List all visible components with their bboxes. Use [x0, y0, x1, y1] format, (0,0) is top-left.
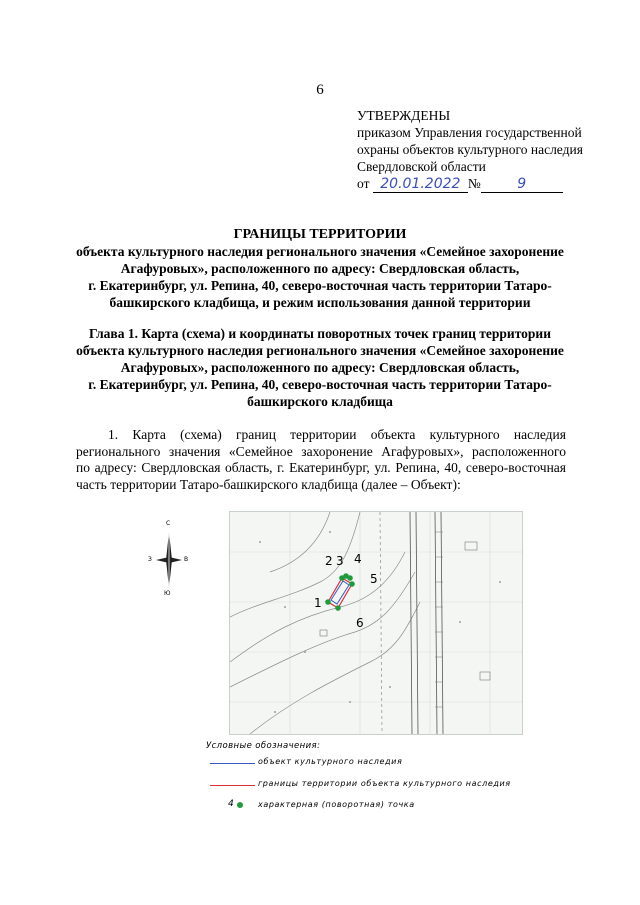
- handwritten-number: 9: [517, 176, 527, 192]
- map-point-label: 3: [336, 554, 344, 568]
- paragraph-line-3: по адресу: Свердловская область, г. Екатеринбург, ул. Репина, 40, северо-восточная: [76, 460, 566, 475]
- approval-block: [357, 107, 583, 193]
- paragraph-line-4: часть территории Татаро-башкирского кладбища (далее – Объект):: [76, 476, 461, 492]
- chapter-line-4: г. Екатеринбург, ул. Репина, 40, северо-восточная часть территории Татаро-: [88, 377, 552, 392]
- topographic-map-graphic: [230, 512, 522, 734]
- compass-west: З: [148, 556, 152, 563]
- heading-line-1: объекта культурного наследия регионального значения «Семейное захоронение: [76, 244, 564, 259]
- heading-line-2: Агафуровых», расположенного по адресу: Свердловская область,: [120, 261, 520, 276]
- paragraph-line-1: 1. Карта (схема) границ территории объекта культурного наследия: [108, 427, 566, 442]
- approval-line-2: охраны объектов культурного наследия: [357, 142, 583, 157]
- chapter-line-3: Агафуровых», расположенного по адресу: Свердловская область,: [120, 360, 520, 375]
- map-point-label: 5: [370, 572, 378, 586]
- approval-title: УТВЕРЖДЕНЫ: [357, 108, 451, 123]
- legend-point-number: 4: [228, 799, 234, 809]
- map-point-label: 2: [325, 554, 333, 568]
- compass-north: С: [166, 520, 171, 527]
- map-point-label: 6: [356, 616, 364, 630]
- approval-line-1: приказом Управления государственной: [357, 125, 582, 140]
- page-number: 6: [316, 82, 324, 98]
- chapter-line-1: Глава 1. Карта (схема) и координаты поворотных точек границ территории: [89, 326, 551, 341]
- legend-title: Условные обозначения:: [206, 741, 321, 751]
- date-field: [373, 176, 468, 193]
- chapter-line-5: башкирского кладбища: [247, 394, 393, 409]
- handwritten-date: 20.01.2022: [380, 176, 461, 192]
- chapter-line-2: объекта культурного наследия регионального значения «Семейное захоронение: [76, 343, 564, 358]
- document-heading: [60, 226, 580, 311]
- map-point-label: 1: [314, 596, 322, 610]
- legend-boundary-label: границы территории объекта культурного наследия: [258, 779, 511, 788]
- boundary-map: [229, 511, 523, 735]
- map-point-label: 4: [354, 552, 362, 566]
- compass-rose: [148, 520, 190, 600]
- legend-boundary-line: [210, 785, 255, 786]
- heading-line-3: г. Екатеринбург, ул. Репина, 40, северо-восточная часть территории Татаро-: [88, 278, 552, 293]
- legend-point-icon: [237, 802, 243, 808]
- compass-east: В: [184, 556, 189, 563]
- compass-south: Ю: [164, 590, 171, 597]
- legend-object-line: [210, 763, 255, 764]
- heading-line-4: башкирского кладбища, и режим использования данной территории: [109, 295, 531, 310]
- legend-object-label: объект культурного наследия: [258, 757, 403, 766]
- approval-line-3: Свердловской области: [357, 159, 486, 174]
- approval-date-line: [357, 175, 583, 193]
- chapter-heading: [60, 325, 580, 410]
- from-label: от: [357, 176, 370, 191]
- number-label: №: [467, 176, 481, 191]
- number-field: [481, 176, 563, 193]
- heading-title: ГРАНИЦЫ ТЕРРИТОРИИ: [233, 227, 407, 242]
- legend-point-label: характерная (поворотная) точка: [258, 800, 415, 809]
- paragraph-line-2: регионального значения «Семейное захоронение Агафуровых», расположенного: [76, 443, 566, 459]
- paragraph-map-intro: [76, 427, 566, 493]
